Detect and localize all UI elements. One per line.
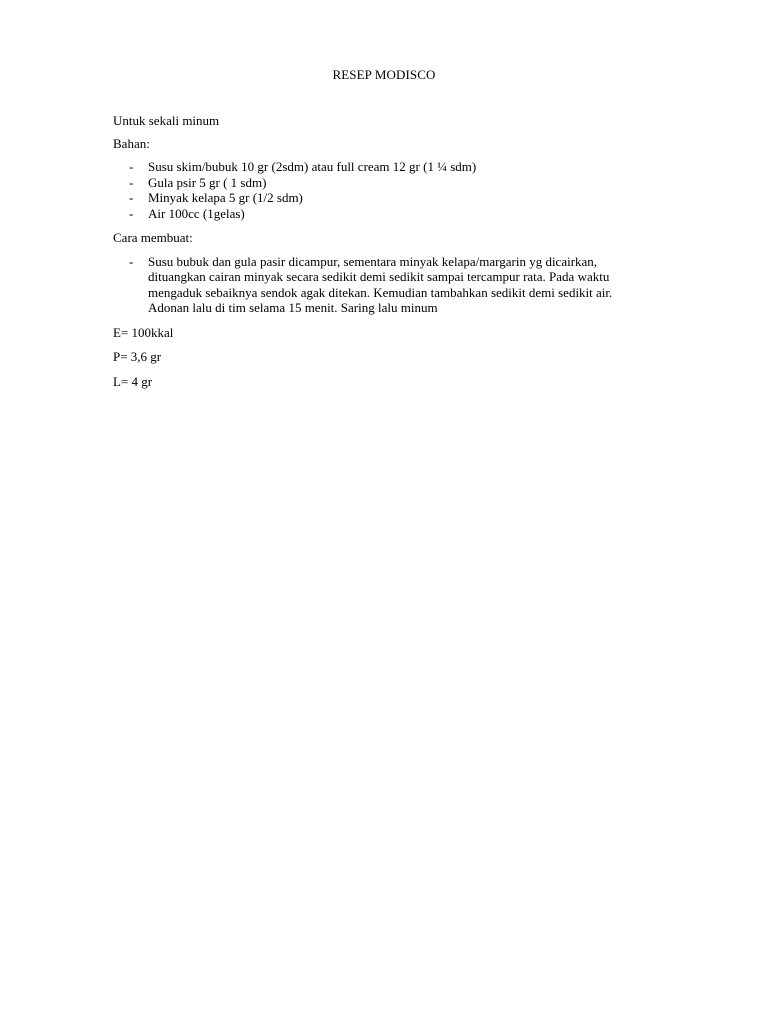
ingredients-heading: Bahan: — [113, 135, 150, 151]
dash-marker: - — [129, 159, 134, 174]
dash-marker: - — [129, 190, 134, 205]
list-item — [113, 206, 653, 222]
dash-marker: - — [129, 253, 134, 269]
ingredient-text: Susu skim/bubuk 10 gr (2sdm) atau full cream 12 gr (1 ¼ sdm) — [148, 159, 477, 174]
dash-marker: - — [129, 205, 134, 221]
list-item — [113, 254, 653, 316]
ingredient-text: Gula psir 5 gr ( 1 sdm) — [148, 174, 267, 190]
energy-value: E= 100kkal — [113, 324, 174, 340]
method-list — [113, 254, 653, 316]
ingredient-text: Air 100cc (1gelas) — [148, 205, 245, 221]
document-title: RESEP MODISCO — [332, 67, 436, 82]
ingredients-list — [113, 159, 653, 221]
list-item — [113, 159, 653, 175]
serving-text: Untuk sekali minum — [113, 113, 220, 128]
method-step-text: Susu bubuk dan gula pasir dicampur, sementara minyak kelapa/margarin yg dicairkan, dituangkan cairan minyak secara sedikit demi sedikit sampai tercampur rata. Pada waktu mengaduk sebaiknya sendok agak ditekan. Kemudian tambahkan sedikit demi sedikit air. Adonan lalu di tim selama 15 menit. Saring lalu minum — [148, 253, 613, 315]
list-item — [113, 175, 653, 191]
method-heading: Cara membuat: — [113, 230, 193, 245]
document-body — [113, 113, 653, 398]
list-item — [113, 190, 653, 206]
dash-marker: - — [129, 174, 134, 190]
fat-value: L= 4 gr — [113, 373, 153, 389]
protein-value: P= 3,6 gr — [113, 349, 162, 364]
ingredient-text: Minyak kelapa 5 gr (1/2 sdm) — [148, 190, 303, 205]
